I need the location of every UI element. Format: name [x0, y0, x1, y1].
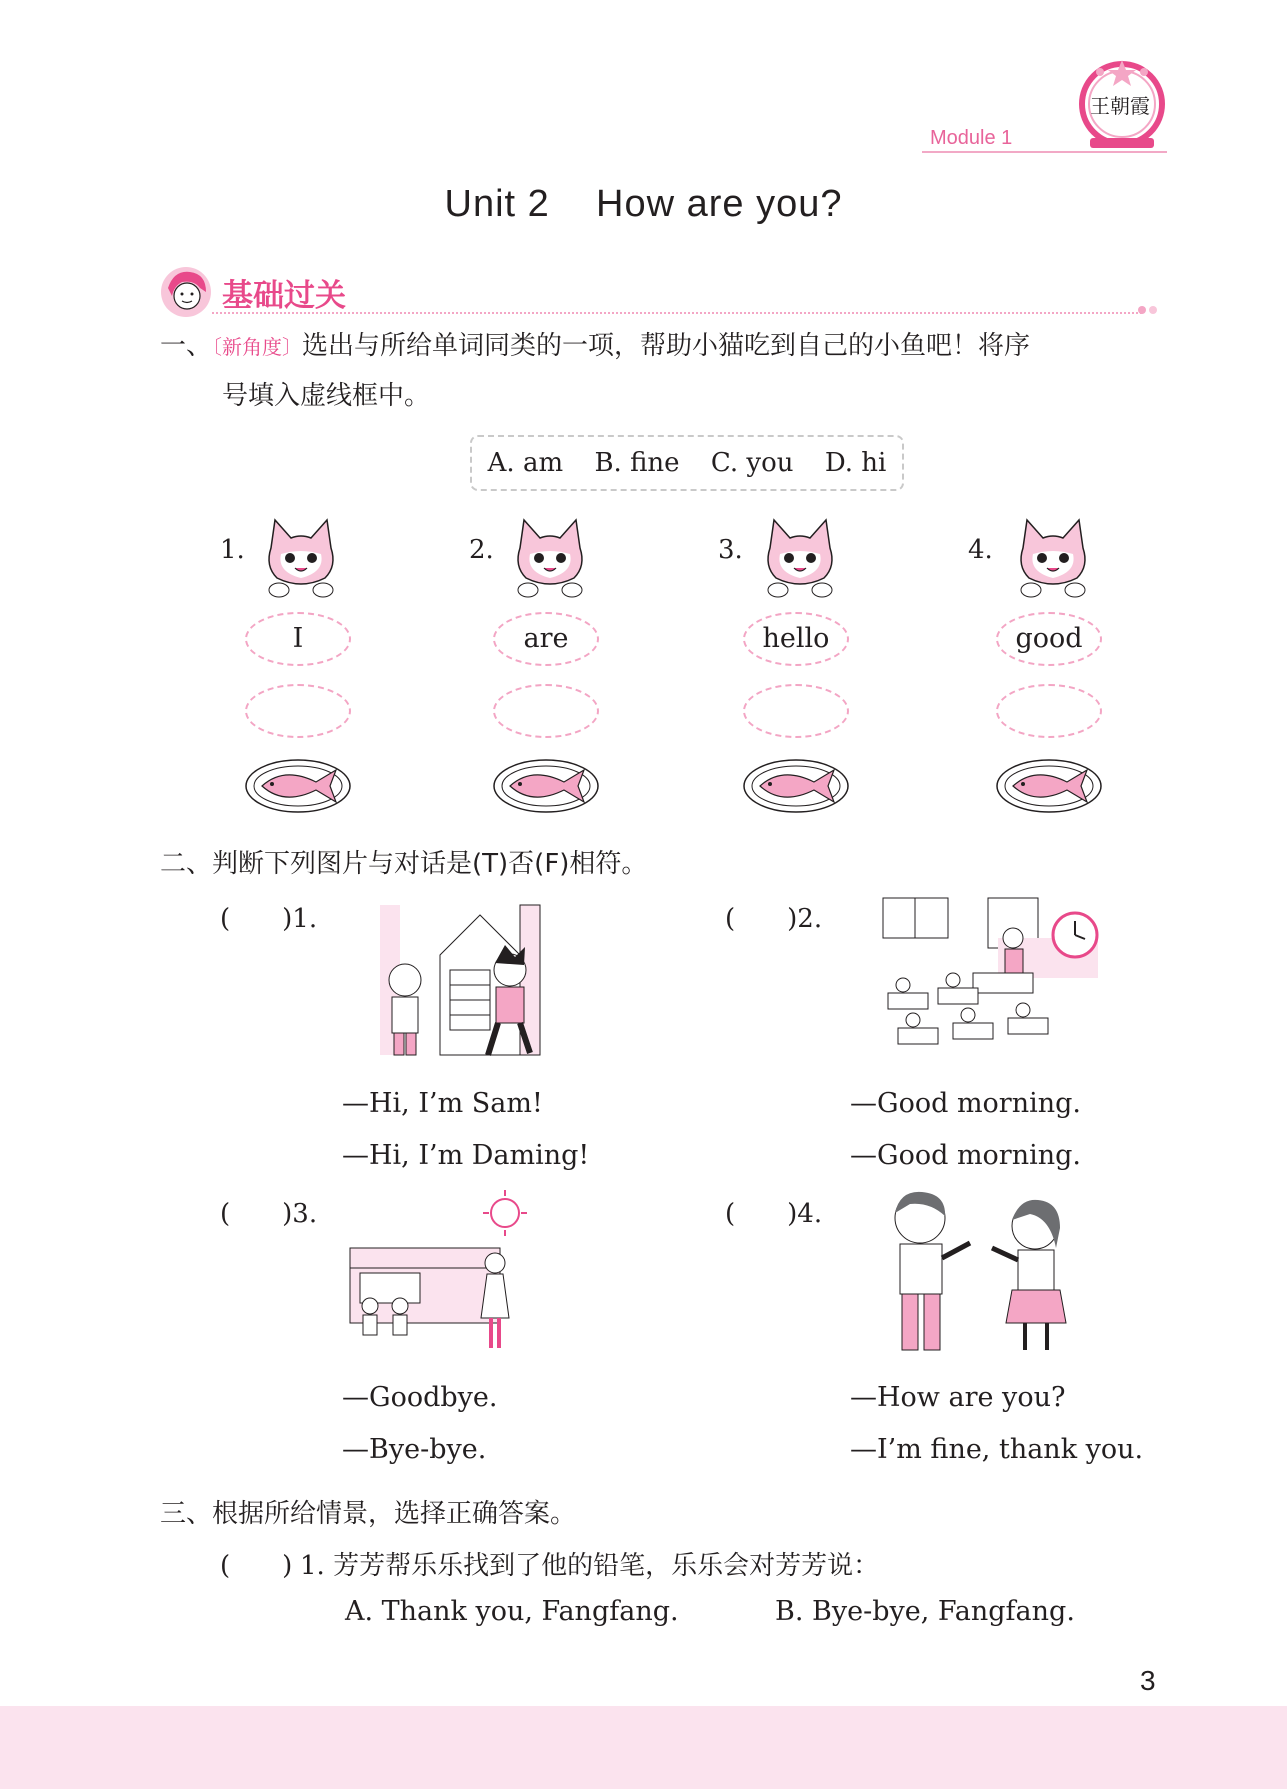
fish-plate-icon — [742, 758, 850, 814]
cat-icon — [1013, 518, 1093, 600]
q1-tag: 〔新角度〕 — [212, 335, 303, 359]
answer-oval[interactable] — [996, 684, 1102, 738]
divider-dots-icon — [1138, 302, 1160, 321]
q2-item4-answer[interactable]: ( )4. — [725, 1199, 823, 1229]
fish-plate-icon — [492, 758, 600, 814]
fish-plate-icon — [995, 758, 1103, 814]
classroom-image — [878, 893, 1103, 1063]
item-number: 4. — [968, 535, 993, 565]
q2-item3-line1: —Goodbye. — [342, 1382, 498, 1413]
option-box — [470, 435, 904, 491]
option-a: A. am — [487, 448, 564, 478]
q3-item1-question: 1. 芳芳帮乐乐找到了他的铅笔，乐乐会对芳芳说： — [300, 1551, 880, 1581]
answer-oval[interactable] — [245, 684, 351, 738]
q2-item2-answer[interactable]: ( )2. — [725, 904, 823, 934]
unit-title: Unit 2 How are you? — [444, 183, 843, 225]
q3-heading: 三、根据所给情景，选择正确答案。 — [160, 1499, 577, 1529]
q2-item4-line2: —I’m fine, thank you. — [850, 1434, 1144, 1465]
brand-badge — [1072, 52, 1172, 152]
teacher-avatar-icon — [160, 266, 212, 318]
q2-heading: 二、判断下列图片与对话是(T)否(F)相符。 — [160, 849, 648, 879]
q3-item1-answer[interactable]: ( ) — [220, 1551, 293, 1581]
q1-index: 一、 — [160, 331, 213, 361]
module-label: Module 1 — [930, 127, 1013, 149]
section-divider — [212, 312, 1142, 314]
answer-oval[interactable] — [493, 684, 599, 738]
q1-text-line1: 选出与所给单词同类的一项，帮助小猫吃到自己的小鱼吧！将序 — [302, 331, 1031, 361]
q2-item1-line2: —Hi, I’m Daming! — [342, 1140, 590, 1171]
option-c: C. you — [710, 448, 794, 478]
q3-option-a[interactable]: A. Thank you, Fangfang. — [345, 1596, 679, 1627]
cat-icon — [760, 518, 840, 600]
word-oval: hello — [743, 612, 849, 666]
item-number: 1. — [220, 535, 245, 565]
q3-option-b[interactable]: B. Bye-bye, Fangfang. — [775, 1596, 1075, 1627]
option-b: B. fine — [594, 448, 680, 478]
q2-item1-line1: —Hi, I’m Sam! — [342, 1088, 543, 1119]
q2-item2-line1: —Good morning. — [850, 1088, 1081, 1119]
school-goodbye-image — [345, 1188, 555, 1358]
item-number: 3. — [718, 535, 743, 565]
header-rule — [922, 151, 1167, 153]
q2-item1-answer[interactable]: ( )1. — [220, 904, 318, 934]
q2-item3-line2: —Bye-bye. — [342, 1434, 487, 1465]
page-number: 3 — [1140, 1665, 1156, 1696]
word-oval: are — [493, 612, 599, 666]
option-d: D. hi — [824, 448, 887, 478]
word-oval: good — [996, 612, 1102, 666]
section-title: 基础过关 — [222, 278, 346, 314]
footer-band — [0, 1706, 1287, 1789]
q2-item3-answer[interactable]: ( )3. — [220, 1199, 318, 1229]
cat-icon — [261, 518, 341, 600]
fish-plate-icon — [244, 758, 352, 814]
item-number: 2. — [469, 535, 494, 565]
q2-item2-line2: —Good morning. — [850, 1140, 1081, 1171]
boy-girl-greeting-image — [870, 1188, 1090, 1363]
answer-oval[interactable] — [743, 684, 849, 738]
q2-item4-line1: —How are you? — [850, 1382, 1066, 1413]
word-oval: I — [245, 612, 351, 666]
cat-icon — [510, 518, 590, 600]
badge-text: 王朝霞 — [1090, 94, 1150, 118]
boys-greeting-image — [370, 895, 570, 1065]
q1-heading — [160, 325, 1030, 362]
q1-text-line2: 号填入虚线框中。 — [222, 381, 431, 411]
